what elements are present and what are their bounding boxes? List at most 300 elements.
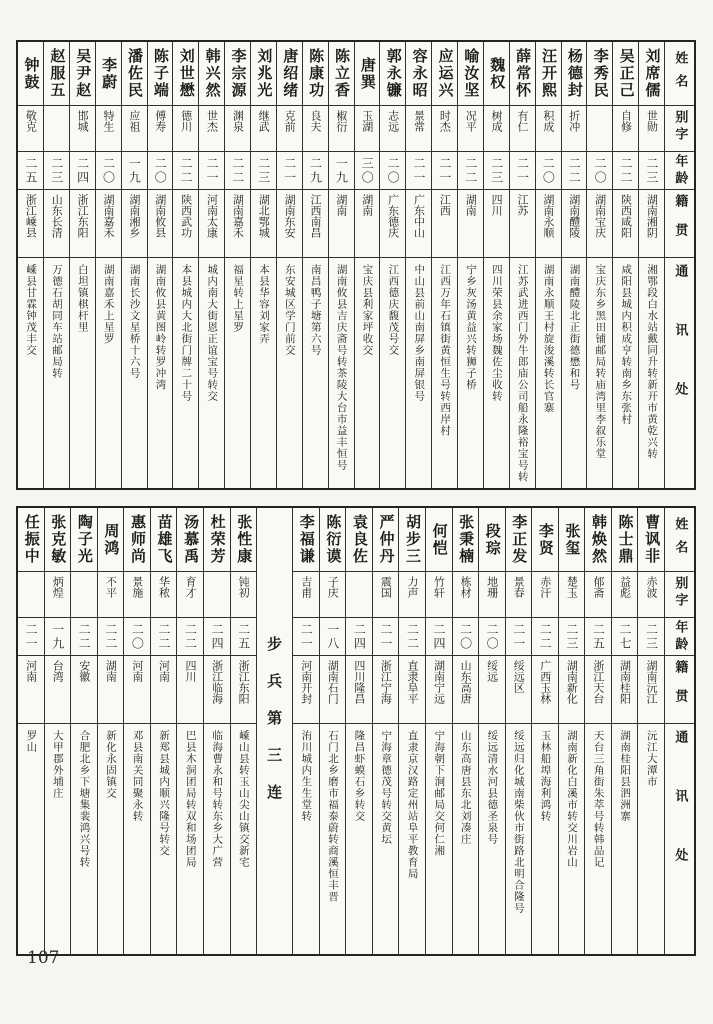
- person-name: 何恺: [426, 508, 452, 572]
- person-alias: 地珊: [479, 572, 505, 618]
- person-name: 惠师尚: [124, 508, 150, 572]
- person-native-place: 河南: [151, 656, 177, 724]
- person-name: 胡步三: [399, 508, 425, 572]
- person-column: [561, 42, 587, 488]
- person-contact-address: 玉林船埠海利鸿转: [539, 730, 552, 822]
- person-column: [612, 42, 638, 488]
- header-age-label: 年龄: [665, 618, 694, 656]
- person-alias: 况平: [458, 106, 483, 152]
- person-column: [43, 42, 69, 488]
- person-age: 二五: [18, 152, 43, 190]
- person-name: 张秉楠: [453, 508, 479, 572]
- person-column: [70, 508, 97, 954]
- person-age: 二一: [510, 152, 535, 190]
- person-age: 二七: [612, 618, 638, 656]
- person-alias: 应祖: [122, 106, 147, 152]
- person-name: 钟鼓: [18, 42, 43, 106]
- person-contact-address: 南昌鸭子塘第六号: [309, 264, 322, 356]
- person-column: [531, 508, 558, 954]
- person-native-place: 台湾: [45, 656, 71, 724]
- person-alias: 景常: [406, 106, 431, 152]
- person-contact-address: 临海曹永和号转东乡大广营: [211, 730, 224, 868]
- person-alias: 楚玉: [559, 572, 585, 618]
- person-age: 二三: [484, 152, 509, 190]
- person-age: 二〇: [453, 618, 479, 656]
- person-age: 二〇: [536, 152, 561, 190]
- person-native-place: 江苏: [510, 190, 535, 258]
- person-age: 一八: [320, 618, 346, 656]
- person-native-place: 江西南昌: [303, 190, 328, 258]
- header-native-label: 籍贯: [665, 656, 694, 724]
- person-contact-address: 合肥北乡下塘集裴鸿兴号转: [78, 730, 91, 868]
- person-column: [586, 42, 612, 488]
- person-name: 陈子端: [148, 42, 173, 106]
- person-name: 薛常怀: [510, 42, 535, 106]
- person-alias: [18, 572, 44, 618]
- person-native-place: 湖南桂阳: [612, 656, 638, 724]
- person-age: 二二: [225, 152, 250, 190]
- person-alias: 栋材: [453, 572, 479, 618]
- person-age: 二一: [406, 152, 431, 190]
- person-age: 二三: [251, 152, 276, 190]
- person-column: [405, 42, 431, 488]
- person-native-place: 湖南永顺: [536, 190, 561, 258]
- person-column: [379, 42, 405, 488]
- person-age: 二二: [71, 618, 97, 656]
- person-age: 一九: [329, 152, 354, 190]
- person-column: [398, 508, 425, 954]
- person-column: [638, 42, 664, 488]
- person-alias: [71, 572, 97, 618]
- person-age: 二三: [559, 618, 585, 656]
- person-contact-address: 沅江大潭市: [645, 730, 658, 788]
- person-name: 喻汝坚: [458, 42, 483, 106]
- header-column-bottom: [664, 508, 694, 954]
- person-column: [354, 42, 380, 488]
- person-age: 二四: [70, 152, 95, 190]
- person-age: 二〇: [587, 152, 612, 190]
- person-native-place: 河南开封: [293, 656, 319, 724]
- person-name: 刘兆光: [251, 42, 276, 106]
- person-age: 二一: [18, 618, 44, 656]
- person-contact-address: 洧川城内生生堂转: [300, 730, 313, 822]
- person-age: 二一: [277, 152, 302, 190]
- person-name: 赵服五: [44, 42, 69, 106]
- person-column: [198, 42, 224, 488]
- person-column: [123, 508, 150, 954]
- person-age: 二四: [346, 618, 372, 656]
- person-column: [276, 42, 302, 488]
- person-age: 二二: [151, 618, 177, 656]
- person-alias: 竹轩: [426, 572, 452, 618]
- person-alias: 赤汗: [532, 572, 558, 618]
- person-alias: [44, 106, 69, 152]
- person-column: [250, 42, 276, 488]
- person-native-place: 河南: [124, 656, 150, 724]
- person-alias: 郁斋: [585, 572, 611, 618]
- person-alias: 世勋: [639, 106, 664, 152]
- person-native-place: 浙江临海: [204, 656, 230, 724]
- person-age: 三〇: [355, 152, 380, 190]
- person-name: 容永昭: [406, 42, 431, 106]
- person-column: [425, 508, 452, 954]
- person-native-place: 河南太康: [199, 190, 224, 258]
- person-name: 唐绍绪: [277, 42, 302, 106]
- person-column: [230, 508, 257, 954]
- person-contact-address: 东安城区学门前交: [283, 264, 296, 356]
- person-contact-address: 湖南嘉禾上星罗: [102, 264, 115, 345]
- person-age: 二〇: [96, 152, 121, 190]
- person-contact-address: 宁乡灰汤黄益兴转狮子桥: [464, 264, 477, 391]
- person-name: 李正发: [506, 508, 532, 572]
- person-column: [478, 508, 505, 954]
- person-name: 陈康功: [303, 42, 328, 106]
- person-age: 二一: [506, 618, 532, 656]
- person-native-place: 湖南嘉禾: [225, 190, 250, 258]
- person-column: [97, 508, 124, 954]
- person-native-place: 四川: [484, 190, 509, 258]
- person-contact-address: 山东高唐县东北刘凑庄: [459, 730, 472, 845]
- person-name: 陶子光: [71, 508, 97, 572]
- person-column: [328, 42, 354, 488]
- person-name: 杜荣芳: [204, 508, 230, 572]
- person-column: [150, 508, 177, 954]
- person-column: [292, 508, 319, 954]
- page-number: 107: [27, 948, 60, 968]
- person-alias: 德川: [173, 106, 198, 152]
- person-native-place: 浙江嵊县: [18, 190, 43, 258]
- person-alias: 敬克: [18, 106, 43, 152]
- person-column: [147, 42, 173, 488]
- person-contact-address: 绥远归化城南柴伙市街路北明合隆号: [512, 730, 525, 914]
- person-alias: 特生: [96, 106, 121, 152]
- person-column: [483, 42, 509, 488]
- person-age: 一九: [45, 618, 71, 656]
- person-age: 二三: [44, 152, 69, 190]
- roster-table-top: [16, 40, 696, 490]
- person-name: 陈衍谟: [320, 508, 346, 572]
- person-native-place: 湖北鄂城: [251, 190, 276, 258]
- person-native-place: 广西玉林: [532, 656, 558, 724]
- person-name: 韩兴然: [199, 42, 224, 106]
- header-contact-label: 通讯处: [672, 730, 688, 907]
- person-native-place: 湖南宝庆: [587, 190, 612, 258]
- person-alias: 景施: [124, 572, 150, 618]
- person-alias: 华秾: [151, 572, 177, 618]
- person-alias: 玉湖: [355, 106, 380, 152]
- person-alias: [204, 572, 230, 618]
- person-alias: 自修: [613, 106, 638, 152]
- person-name: 刘世懋: [173, 42, 198, 106]
- person-contact-address: 福星转上星罗: [232, 264, 245, 333]
- person-column: [69, 42, 95, 488]
- person-age: 二五: [231, 618, 257, 656]
- person-alias: 继武: [251, 106, 276, 152]
- person-native-place: 湖南: [458, 190, 483, 258]
- person-age: 二五: [585, 618, 611, 656]
- person-age: 二一: [432, 152, 457, 190]
- table-divider-gap: [16, 490, 697, 506]
- person-alias: 邯城: [70, 106, 95, 152]
- person-contact-address: 江西德庆馥茂号交: [387, 264, 400, 356]
- person-name: 袁良佐: [346, 508, 372, 572]
- person-name: 陈士鼎: [612, 508, 638, 572]
- person-alias: 益彪: [612, 572, 638, 618]
- header-native-label: 籍贯: [665, 190, 694, 258]
- person-contact-address: 万德石胡同车站邮局转: [50, 264, 63, 379]
- person-alias: 树成: [484, 106, 509, 152]
- person-age: 二一: [199, 152, 224, 190]
- person-alias: 不平: [98, 572, 124, 618]
- person-contact-address: 湖南长沙文星桥十六号: [128, 264, 141, 379]
- roster-table-bottom: [16, 506, 696, 956]
- person-name: 任振中: [18, 508, 44, 572]
- person-alias: 子庆: [320, 572, 346, 618]
- person-contact-address: 本县华容刘家弄: [257, 264, 270, 345]
- header-alias-label: 别字: [665, 106, 694, 152]
- person-contact-address: 城内南大街恩正谊宝号转交: [206, 264, 219, 402]
- person-alias: 克前: [277, 106, 302, 152]
- person-alias: 世杰: [199, 106, 224, 152]
- person-age: 二一: [293, 618, 319, 656]
- person-contact-address: 石门北乡磨市福泰蔚转商溪恒丰晋: [326, 730, 339, 903]
- person-contact-address: 白坦镇棋杆里: [76, 264, 89, 333]
- person-name: 李贤: [532, 508, 558, 572]
- person-alias: 良夫: [303, 106, 328, 152]
- person-age: 二〇: [124, 618, 150, 656]
- person-column: [584, 508, 611, 954]
- person-contact-address: 四川荣县余家场魏佐尘收转: [490, 264, 503, 402]
- person-column: [431, 42, 457, 488]
- person-contact-address: 湖南桂阳县泗洲寨: [619, 730, 632, 822]
- person-contact-address: 江西万年石镇街黄恒生号转西岸村: [439, 264, 452, 437]
- person-column: [372, 508, 399, 954]
- person-native-place: 浙江天台: [585, 656, 611, 724]
- person-name: 郭永镰: [380, 42, 405, 106]
- header-contact-label: 通讯处: [672, 264, 688, 441]
- person-name: 张玺: [559, 508, 585, 572]
- person-name: 苗雄飞: [151, 508, 177, 572]
- person-contact-address: 嵊县甘霖钟茂丰交: [25, 264, 38, 356]
- person-contact-address: 湖南永顺王村旋浚溪转长官寨: [542, 264, 555, 414]
- person-native-place: 绥远: [479, 656, 505, 724]
- person-native-place: 湖南: [355, 190, 380, 258]
- person-native-place: 山东高唐: [453, 656, 479, 724]
- person-native-place: 广东德庆: [380, 190, 405, 258]
- person-age: 二四: [426, 618, 452, 656]
- person-age: 二二: [532, 618, 558, 656]
- person-native-place: 广东中山: [406, 190, 431, 258]
- person-column: [18, 508, 44, 954]
- person-contact-address: 湘鄂段白水站戴同升转新开市黄乾兴转: [646, 264, 659, 460]
- person-native-place: 四川隆昌: [346, 656, 372, 724]
- person-column: [509, 42, 535, 488]
- person-age: 二〇: [148, 152, 173, 190]
- person-age: 二二: [562, 152, 587, 190]
- person-name: 吴尹赵: [70, 42, 95, 106]
- person-native-place: 浙江东阳: [231, 656, 257, 724]
- person-column: [18, 42, 43, 488]
- person-native-place: 浙江宁海: [373, 656, 399, 724]
- person-alias: 椒衍: [329, 106, 354, 152]
- person-age: 二〇: [479, 618, 505, 656]
- person-native-place: 安徽: [71, 656, 97, 724]
- person-native-place: 湖南嘉禾: [96, 190, 121, 258]
- person-name: 张性康: [231, 508, 257, 572]
- person-alias: 景春: [506, 572, 532, 618]
- person-alias: 炳煌: [45, 572, 71, 618]
- person-name: 陈立香: [329, 42, 354, 106]
- person-column: [611, 508, 638, 954]
- person-age: 二四: [204, 618, 230, 656]
- person-column: [558, 508, 585, 954]
- person-name: 应运兴: [432, 42, 457, 106]
- person-alias: 吉甫: [293, 572, 319, 618]
- person-column: [637, 508, 664, 954]
- person-name: 曹讽非: [638, 508, 664, 572]
- person-alias: 赤波: [638, 572, 664, 618]
- person-name: 韩焕然: [585, 508, 611, 572]
- person-contact-address: 邓县南关同聚永转: [131, 730, 144, 822]
- person-column: [172, 42, 198, 488]
- person-age: 二二: [458, 152, 483, 190]
- person-name: 周鸿: [98, 508, 124, 572]
- person-name: 潘佐民: [122, 42, 147, 106]
- person-contact-address: 隆昌虾蟆石乡转交: [353, 730, 366, 822]
- person-contact-address: 嵊山县转玉山尖山镇交新宅: [237, 730, 250, 868]
- person-native-place: 陕西武功: [173, 190, 198, 258]
- person-column: [505, 508, 532, 954]
- person-name: 李秀民: [587, 42, 612, 106]
- person-name: 李蔚: [96, 42, 121, 106]
- person-age: 二九: [303, 152, 328, 190]
- person-contact-address: 湖南新化白溪市转交川岩山: [566, 730, 579, 868]
- person-native-place: 陕西咸阳: [613, 190, 638, 258]
- person-alias: 渊泉: [225, 106, 250, 152]
- person-contact-address: 绥远清水河县德圣泉号: [486, 730, 499, 845]
- person-contact-address: 宝庆县利家坪收交: [361, 264, 374, 356]
- person-native-place: 江西: [432, 190, 457, 258]
- person-name: 李福谦: [293, 508, 319, 572]
- person-native-place: 湖南沅江: [638, 656, 664, 724]
- person-alias: 时杰: [432, 106, 457, 152]
- person-native-place: 直隶阜平: [399, 656, 425, 724]
- person-native-place: 湖南石门: [320, 656, 346, 724]
- person-contact-address: 宝庆东乡黑田铺邮局转庙湾里李叙乐堂: [594, 264, 607, 460]
- person-native-place: 湖南: [98, 656, 124, 724]
- person-contact-address: 天台三角街朱萃号转韩品记: [592, 730, 605, 868]
- person-native-place: 山东长清: [44, 190, 69, 258]
- person-contact-address: 湖南醴陵北正街德懋和号: [568, 264, 581, 391]
- person-alias: 志远: [380, 106, 405, 152]
- person-name: 唐巽: [355, 42, 380, 106]
- person-alias: 傅寿: [148, 106, 173, 152]
- header-name-label: 姓名: [665, 42, 694, 106]
- person-column: [535, 42, 561, 488]
- person-contact-address: 本县城内大北街门牌二十号: [180, 264, 193, 402]
- person-age: 二二: [399, 618, 425, 656]
- header-alias-label: 别字: [665, 572, 694, 618]
- person-alias: [346, 572, 372, 618]
- person-column: [452, 508, 479, 954]
- person-alias: 震国: [373, 572, 399, 618]
- person-native-place: 湖南新化: [559, 656, 585, 724]
- person-name: 杨德封: [562, 42, 587, 106]
- person-column: [345, 508, 372, 954]
- person-column: [95, 42, 121, 488]
- person-name: 张克敏: [45, 508, 71, 572]
- person-alias: 力声: [399, 572, 425, 618]
- person-column: [457, 42, 483, 488]
- header-age-label: 年龄: [665, 152, 694, 190]
- person-name: 汪开熙: [536, 42, 561, 106]
- person-native-place: 河南: [18, 656, 44, 724]
- person-age: 二二: [98, 618, 124, 656]
- person-native-place: 浙江东阳: [70, 190, 95, 258]
- unit-label-column: [256, 508, 292, 954]
- person-contact-address: 宁海朝下涧邮局交何仁湘: [433, 730, 446, 857]
- person-name: 魏权: [484, 42, 509, 106]
- person-alias: 折冲: [562, 106, 587, 152]
- person-contact-address: 宁海章德茂号转交黄坛: [380, 730, 393, 845]
- person-contact-address: 大甲郡外埔庄: [51, 730, 64, 799]
- person-native-place: 绥远区: [506, 656, 532, 724]
- person-age: 二三: [639, 152, 664, 190]
- person-contact-address: 罗山: [25, 730, 38, 753]
- person-contact-address: 江苏武进西门外牛郎庙公司船永隆裕宝号转: [516, 264, 529, 483]
- person-alias: 钝初: [231, 572, 257, 618]
- person-name: 段琮: [479, 508, 505, 572]
- header-column-top: [664, 42, 694, 488]
- person-native-place: 四川: [177, 656, 203, 724]
- person-name: 吴正己: [613, 42, 638, 106]
- person-alias: [587, 106, 612, 152]
- person-column: [224, 42, 250, 488]
- person-native-place: 湖南湘阴: [639, 190, 664, 258]
- person-column: [319, 508, 346, 954]
- person-alias: 有仁: [510, 106, 535, 152]
- person-alias: 积成: [536, 106, 561, 152]
- person-contact-address: 湖南攸县吉庆斋号转茶陵大台市益丰恒号: [335, 264, 348, 471]
- person-column: [121, 42, 147, 488]
- person-native-place: 湖南宁远: [426, 656, 452, 724]
- person-native-place: 湖南东安: [277, 190, 302, 258]
- person-age: 二二: [177, 618, 203, 656]
- person-age: 二〇: [380, 152, 405, 190]
- person-contact-address: 新郑县城内顺兴隆号转交: [158, 730, 171, 857]
- person-column: [176, 508, 203, 954]
- header-name-label: 姓名: [665, 508, 694, 572]
- person-column: [44, 508, 71, 954]
- person-native-place: 湖南: [329, 190, 354, 258]
- person-native-place: 湖南湘乡: [122, 190, 147, 258]
- person-age: 二一: [373, 618, 399, 656]
- person-age: 二三: [638, 618, 664, 656]
- person-native-place: 湖南醴陵: [562, 190, 587, 258]
- person-name: 汤慕禹: [177, 508, 203, 572]
- person-contact-address: 中山县前山南屏乡南屏银号: [413, 264, 426, 402]
- person-native-place: 湖南攸县: [148, 190, 173, 258]
- unit-label: 步兵第三连: [265, 636, 284, 821]
- person-contact-address: 湖南攸县黄图岭转罗冲湾: [154, 264, 167, 391]
- person-age: 一九: [122, 152, 147, 190]
- person-contact-address: 直隶京汉路定州站阜平教育局: [406, 730, 419, 880]
- person-column: [302, 42, 328, 488]
- person-name: 李宗源: [225, 42, 250, 106]
- person-name: 严仲丹: [373, 508, 399, 572]
- person-age: 二二: [173, 152, 198, 190]
- person-name: 刘席儒: [639, 42, 664, 106]
